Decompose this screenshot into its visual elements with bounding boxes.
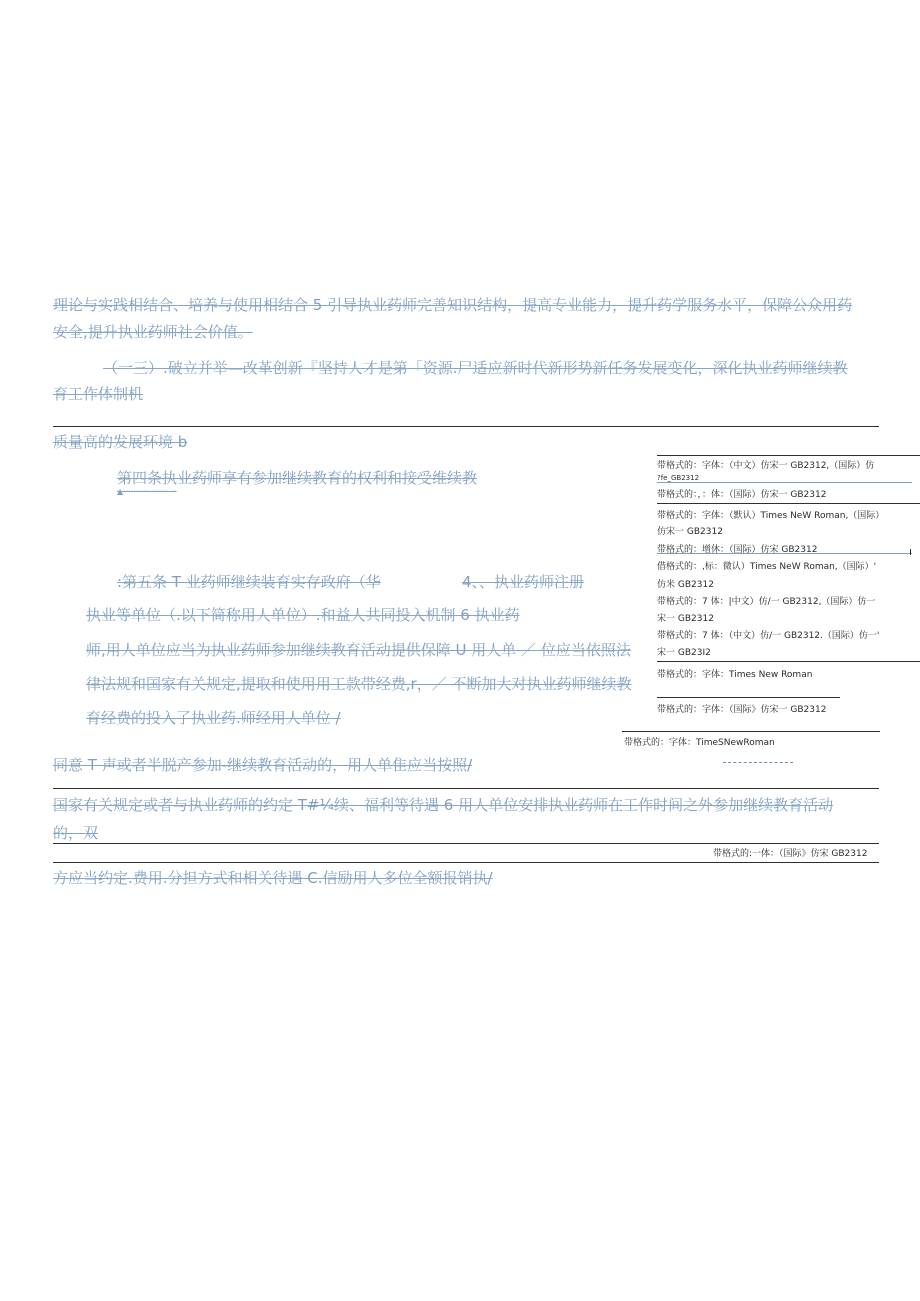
dash-mark: [723, 762, 793, 763]
body-line-11: 律法规和国家有关规定,提取和使用用工款带经费,r，／ 不断加大对执业药师继续教: [86, 675, 632, 693]
body-line-5: 质量高的发展环境 b: [53, 433, 188, 451]
format-comment-11: 带格式的:一体：（国际》仿宋 GB2312: [713, 849, 868, 859]
format-comment-7-cont: 宋一 GB23I2: [657, 648, 711, 658]
format-comment-3: 带格式的：字体：（默认）Times NeW Roman,（国际）: [657, 511, 885, 521]
section-rule-3: [53, 843, 879, 844]
section-rule-2: [53, 788, 879, 789]
comment-rule-5: [657, 661, 920, 662]
format-comment-1: 带格式的：字体：（中文）仿宋一 GB2312,（国际）仿: [657, 461, 875, 471]
body-line-7: ▲·················· ··: [117, 487, 177, 496]
format-comment-2: 带格式的：，：体：（国际）仿宋一 GB2312: [657, 490, 827, 500]
body-line-3: （一三）.破立并举—改革创新『坚持人才是第「资源.尸适应新时代新形势新任务发展变化，深化执业药师继续教: [103, 359, 848, 377]
format-comment-10: 带格式的：字体：TimeSNewRoman: [624, 738, 775, 748]
body-line-6: 第四条执业药师享有参加继续教育的权利和接受维续教: [117, 469, 478, 487]
body-line-13: 同意 T 声或者半脱产参加-继续教育活动的，用人单隹应当按照/: [53, 756, 473, 774]
body-line-14: 国家有关规定或者与执业药师的约定 T#¼续、福利等待遇 6 用人单位安排执业药师在工作时间之外参加继续教育活动: [53, 796, 834, 814]
tab-marker: [910, 549, 911, 555]
comment-rule-1: [657, 455, 920, 456]
comment-rule-6: [657, 697, 840, 698]
format-comment-6-cont: 宋一 GB2312: [657, 614, 714, 624]
body-line-8b: 4、、执业药师注册: [462, 573, 585, 591]
comment-rule-7: [622, 731, 880, 732]
format-comment-7: 带格式的：7 体：（中文）仿/一 GB2312.（国际）仿一': [657, 631, 880, 641]
body-line-12: 育经费的投入了执业药.师经用人单位 /: [86, 709, 341, 727]
format-comment-9: 带格式的：字体：（国际》仿宋一 GB2312: [657, 705, 827, 715]
body-line-16: 方应当约定.费用.分担方式和相关待遇 C.信励用人多位全额报销执/: [53, 869, 493, 887]
body-line-8a: :第五条 T 业药师继续装育实存政府（华: [117, 573, 381, 591]
format-comment-5-cont: 仿米 GB2312: [657, 580, 714, 590]
format-comment-1-cont: ?fe_GB2312: [657, 474, 700, 482]
comment-rule-3: [657, 503, 920, 504]
body-line-15: 的，双: [53, 824, 99, 842]
format-comment-8: 带格式的：字体：Times New Roman: [657, 670, 813, 680]
section-rule-1: [53, 426, 879, 427]
format-comment-3-cont: 仿宋一 GB2312: [657, 527, 723, 537]
format-comment-6: 带格式的：7 体：|中文）仿/一 GB2312,（国际）仿一: [657, 597, 876, 607]
format-comment-4: 带格式的：增休：（国际）仿宋 GB2312: [657, 545, 818, 555]
body-line-10: 师,用人单位应当为执业药师参加继续教育活动提供保障 U 用人单 ／ 位应当依照法: [86, 641, 631, 659]
body-line-9: 执业等单位（.以下简称用人单位）.和益人共同投入机制 6 执业药: [86, 606, 520, 624]
body-line-2: 安全,提升执业药师社会价值。: [53, 323, 253, 341]
section-rule-4: [53, 862, 879, 863]
body-line-1: 理论与实践相结合、培养与使用相结合 5 引导执业药师完善知识结构，提高专业能力，提升药学服务水平，保障公众用药: [53, 296, 853, 314]
body-line-4: 育工作体制机: [53, 385, 144, 403]
format-comment-5: 借格式的：,标：微认）Times NeW Roman,（国际）': [657, 562, 877, 572]
